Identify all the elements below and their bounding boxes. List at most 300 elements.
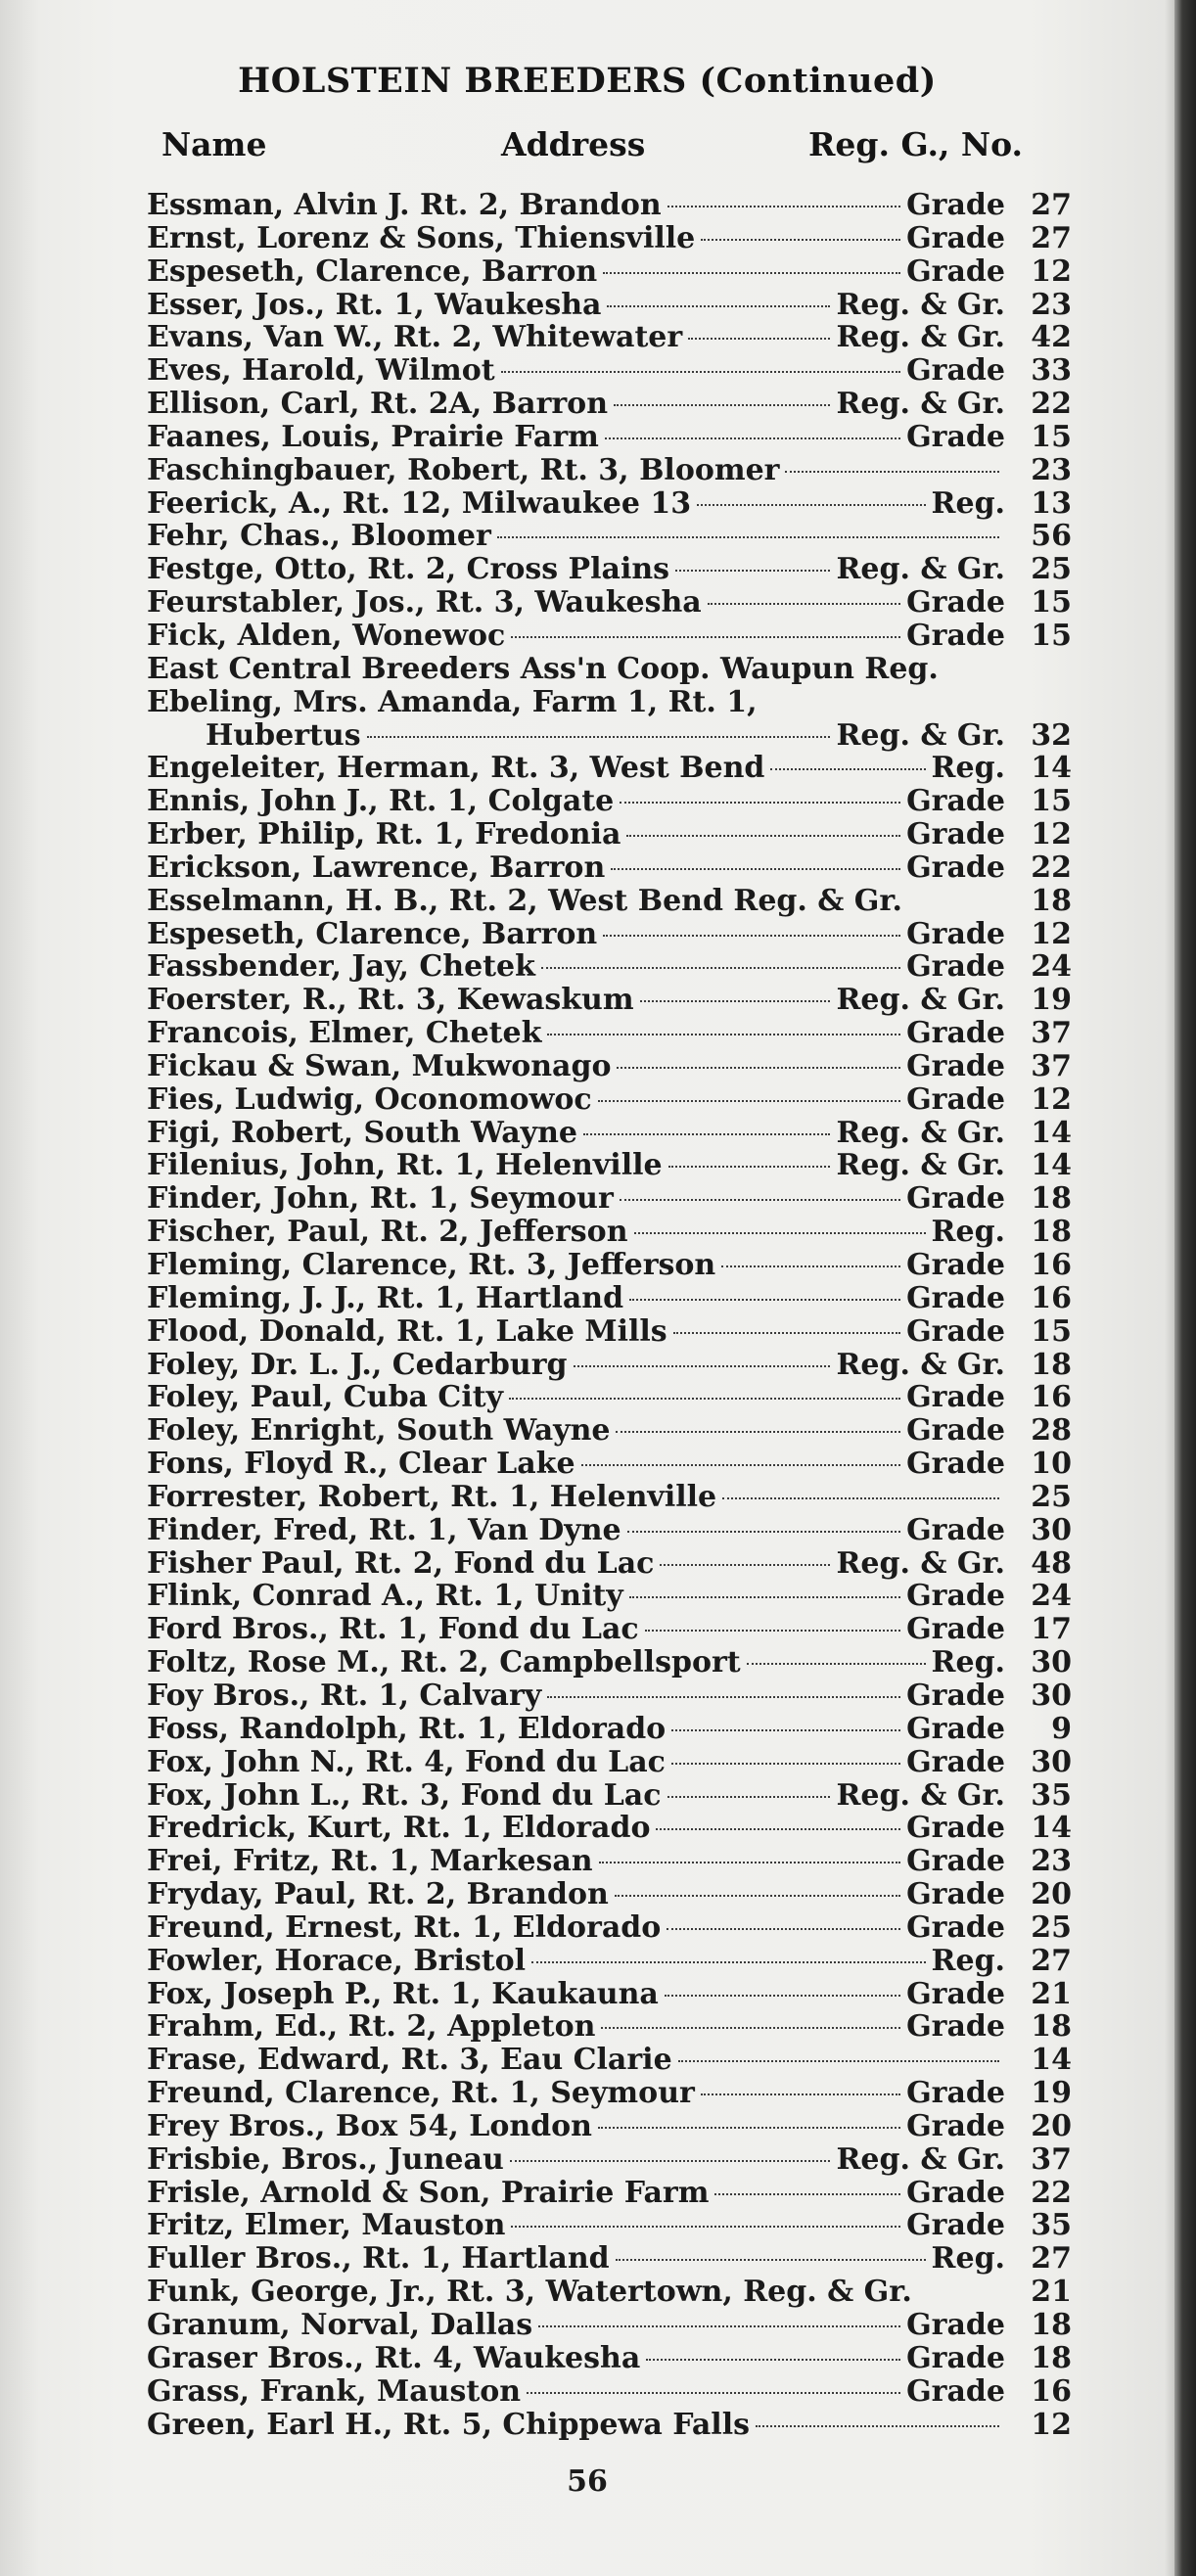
breeder-entry: Fassbender, Jay, Chetek [147,949,535,985]
dot-leader [501,371,900,373]
dot-leader [668,1166,831,1168]
registration-class: Reg. [931,485,1005,521]
list-item [147,2342,1072,2375]
breeder-entry: Grass, Frank, Mauston [147,2373,522,2409]
list-item [147,189,1072,222]
registration-class: Grade [906,1016,1005,1051]
breeder-entry: Freund, Clarence, Rt. 1, Seymour [147,2076,695,2111]
dot-leader [598,1100,900,1102]
herd-count: 13 [1031,485,1072,521]
registration-class: Reg. [931,1645,1005,1680]
herd-count: 25 [1031,552,1072,587]
herd-count: 24 [1031,1579,1072,1614]
herd-count: 56 [1031,519,1072,554]
list-item [147,1083,1072,1117]
breeder-entry: Freund, Ernest, Rt. 1, Eldorado [147,1909,662,1945]
dot-leader [367,736,831,738]
herd-count: 21 [1031,1976,1072,2011]
dot-leader [607,305,830,307]
list-item [147,520,1072,553]
dot-leader [785,471,999,473]
breeder-entry: Fies, Ludwig, Oconomowoc [147,1081,592,1117]
list-item [147,2077,1072,2110]
registration-class: Grade [906,850,1005,885]
herd-count: 14 [1031,751,1072,786]
dot-leader [640,1000,831,1002]
breeder-entry: Evans, Van W., Rt. 2, Whitewater [147,320,683,355]
herd-count: 12 [1031,253,1072,289]
breeder-entry: Erber, Philip, Rt. 1, Fredonia [147,817,621,852]
dot-leader [611,868,900,870]
registration-class: Grade [906,1744,1005,1779]
list-item [147,686,1072,719]
list-item [147,2110,1072,2143]
registration-class: Grade [906,2108,1005,2143]
dot-leader [527,2392,900,2394]
breeder-entry: Francois, Elmer, Chetek [147,1016,542,1051]
breeder-entry: Ford Bros., Rt. 1, Fond du Lac [147,1612,639,1647]
dot-leader [667,1928,900,1930]
list-item [147,1182,1072,1216]
dot-leader [626,835,900,837]
breeder-entry: Espeseth, Clarence, Barron [147,253,598,289]
dot-leader [671,1763,900,1765]
list-item [147,1713,1072,1746]
breeder-entry: Fuller Bros., Rt. 1, Hartland [147,2241,610,2277]
breeder-entry: Finder, Fred, Rt. 1, Van Dyne [147,1512,621,1547]
breeder-entry: Frey Bros., Box 54, London [147,2108,592,2143]
breeder-entry: Frahm, Ed., Rt. 2, Appleton [147,2009,596,2045]
registration-class: Grade [906,1280,1005,1315]
herd-count: 14 [1031,1115,1072,1150]
dot-leader [497,536,999,538]
list-item [147,255,1072,289]
breeder-entry: Fritz, Elmer, Mauston [147,2208,506,2243]
list-item [147,1216,1072,1249]
herd-count: 15 [1031,1313,1072,1349]
dot-leader [511,636,900,638]
dot-leader [615,1895,900,1897]
herd-count: 12 [1031,2407,1072,2442]
list-item [147,1580,1072,1613]
page-title: HOLSTEIN BREEDERS (Continued) [238,61,937,101]
list-item [147,1845,1072,1878]
herd-count: 27 [1031,220,1072,255]
dot-leader [701,2093,900,2095]
registration-class: Grade [906,2373,1005,2409]
list-item [147,1117,1072,1150]
registration-class: Reg. [931,1943,1005,1978]
list-item [147,2143,1072,2177]
dot-leader [645,1630,900,1632]
herd-count: 48 [1031,1545,1072,1581]
breeder-entry: Fowler, Horace, Bristol [147,1943,527,1978]
breeder-entry: Fleming, J. J., Rt. 1, Hartland [147,1280,624,1315]
herd-count: 18 [1031,2340,1072,2375]
herd-count: 12 [1031,817,1072,852]
dot-leader [598,2127,900,2129]
herd-count: 15 [1031,419,1072,454]
dot-leader [688,338,830,340]
list-item [147,1613,1072,1646]
list-item [147,1414,1072,1448]
dot-leader [646,2359,900,2361]
breeder-entry: Ennis, John J., Rt. 1, Colgate [147,784,615,819]
dot-leader [617,1067,900,1069]
breeder-entry: Hubertus [206,717,361,753]
list-item [147,1878,1072,1911]
registration-class: Grade [906,2009,1005,2045]
list-item [147,222,1072,255]
breeder-entry: East Central Breeders Ass'n Coop. Waupun Reg. [147,651,939,686]
registration-class: Grade [906,1048,1005,1083]
breeder-entry: Fischer, Paul, Rt. 2, Jefferson [147,1215,628,1250]
herd-count: 16 [1031,1248,1072,1282]
breeder-entry: Foley, Enright, South Wayne [147,1413,611,1449]
list-item [147,1779,1072,1813]
breeder-list [147,189,1072,2441]
herd-count: 28 [1031,1413,1072,1449]
breeder-entry: Forrester, Robert, Rt. 1, Helenville [147,1479,717,1514]
dot-leader [714,2193,900,2195]
registration-class: Reg. [931,751,1005,786]
breeder-entry: Foerster, R., Rt. 3, Kewaskum [147,983,634,1018]
dot-leader [678,2060,999,2062]
dot-leader [603,272,900,274]
breeder-entry: Figi, Robert, South Wayne [147,1115,577,1150]
breeder-entry: Fisher Paul, Rt. 2, Fond du Lac [147,1545,655,1581]
dot-leader [601,2027,900,2029]
registration-class: Grade [906,1976,1005,2011]
list-item [147,1381,1072,1414]
herd-count: 23 [1031,287,1072,322]
herd-count: 20 [1031,2108,1072,2143]
breeder-entry: Frisbie, Bros., Juneau [147,2141,504,2177]
list-item [147,321,1072,354]
breeder-entry: Fehr, Chas., Bloomer [147,519,491,554]
herd-count: 15 [1031,618,1072,653]
dot-leader [538,2325,900,2327]
dot-leader [708,603,900,605]
registration-class: Grade [906,1413,1005,1449]
breeder-entry: Finder, John, Rt. 1, Seymour [147,1181,614,1217]
breeder-entry: Fox, Joseph P., Rt. 1, Kaukauna [147,1976,659,2011]
registration-class: Grade [906,2308,1005,2342]
herd-count: 15 [1031,784,1072,819]
list-item [147,354,1072,388]
herd-count: 30 [1031,1512,1072,1547]
list-item [147,553,1072,586]
breeder-entry: Feurstabler, Jos., Rt. 3, Waukesha [147,585,702,621]
page-number: 56 [567,2464,608,2499]
registration-class: Grade [906,2175,1005,2210]
breeder-entry: Granum, Norval, Dallas [147,2308,533,2342]
herd-count: 18 [1031,2308,1072,2342]
list-item [147,950,1072,984]
breeder-entry: Frase, Edward, Rt. 3, Eau Clarie [147,2043,672,2078]
registration-class: Grade [906,1512,1005,1547]
list-item [147,1349,1072,1382]
breeder-entry: Flood, Donald, Rt. 1, Lake Mills [147,1313,667,1349]
list-item [147,2010,1072,2044]
herd-count: 18 [1031,1347,1072,1382]
dot-leader [656,1828,900,1830]
list-item [147,454,1072,487]
breeder-entry: Faschingbauer, Robert, Rt. 3, Bloomer [147,452,780,487]
list-item [147,1017,1072,1050]
breeder-entry: Fickau & Swan, Mukwonago [147,1048,612,1083]
breeder-entry: Fick, Alden, Wonewoc [147,618,506,653]
list-item [147,752,1072,785]
registration-class: Grade [906,2208,1005,2243]
registration-class: Grade [906,1248,1005,1282]
breeder-entry: Foltz, Rose M., Rt. 2, Campbellsport [147,1645,741,1680]
list-item [147,2242,1072,2276]
list-item [147,421,1072,454]
dot-leader [747,1663,926,1665]
dot-leader [675,570,830,572]
herd-count: 10 [1031,1447,1072,1482]
breeder-entry: Foy Bros., Rt. 1, Calvary [147,1678,542,1713]
dot-leader [667,1796,831,1798]
list-item [147,1448,1072,1481]
breeder-entry: Frisle, Arnold & Son, Prairie Farm [147,2175,710,2210]
registration-class: Grade [906,916,1005,951]
herd-count: 14 [1031,1148,1072,1183]
dot-leader [603,935,900,937]
list-item [147,1945,1072,1978]
list-item [147,1050,1072,1083]
dot-leader [701,239,900,241]
breeder-entry: Frei, Fritz, Rt. 1, Markesan [147,1844,593,1879]
list-item [147,1547,1072,1581]
herd-count: 16 [1031,2373,1072,2409]
breeder-entry: Eves, Harold, Wilmot [147,353,495,389]
dot-leader [574,1365,831,1367]
registration-class: Grade [906,784,1005,819]
list-item [147,1911,1072,1945]
book-spine [1174,0,1196,2576]
herd-count: 16 [1031,1380,1072,1415]
registration-class: Grade [906,1844,1005,1879]
registration-class: Grade [906,2340,1005,2375]
registration-class: Grade [906,1877,1005,1912]
dot-leader [581,1464,901,1466]
dot-leader [667,206,900,207]
list-item [147,1149,1072,1182]
breeder-entry: Erickson, Lawrence, Barron [147,850,606,885]
dot-leader [770,768,925,770]
breeder-entry: Esselmann, H. B., Rt. 2, West Bend Reg. & Gr. [147,883,902,918]
dot-leader [547,1034,900,1035]
herd-count: 12 [1031,1081,1072,1117]
registration-class: Grade [906,949,1005,985]
herd-count: 42 [1031,320,1072,355]
column-header-reg-g-no: Reg. G., No. [807,125,1023,163]
dot-leader [665,1995,900,1997]
registration-class: Grade [906,1081,1005,1117]
herd-count: 22 [1031,2175,1072,2210]
herd-count: 21 [1031,2275,1072,2310]
herd-count: 24 [1031,949,1072,985]
list-item [147,2276,1072,2309]
dot-leader [721,1265,900,1267]
herd-count: 12 [1031,916,1072,951]
dot-leader [511,2226,900,2228]
dot-leader [629,1596,900,1598]
registration-class: Reg. & Gr. [836,1777,1005,1813]
herd-count: 30 [1031,1645,1072,1680]
registration-class: Grade [906,618,1005,653]
registration-class: Grade [906,1909,1005,1945]
herd-count: 18 [1031,2009,1072,2045]
herd-count: 37 [1031,2141,1072,2177]
herd-count: 25 [1031,1479,1072,1514]
breeder-entry: Feerick, A., Rt. 12, Milwaukee 13 [147,485,692,521]
registration-class: Reg. & Gr. [836,1148,1005,1183]
list-item [147,851,1072,885]
breeder-entry: Fleming, Clarence, Rt. 3, Jefferson [147,1248,716,1282]
registration-class: Grade [906,1380,1005,1415]
registration-class: Grade [906,585,1005,621]
dot-leader [541,967,900,969]
breeder-entry: Fox, John N., Rt. 4, Fond du Lac [147,1744,666,1779]
breeder-entry: Fryday, Paul, Rt. 2, Brandon [147,1877,609,1912]
registration-class: Reg. & Gr. [836,1545,1005,1581]
dot-leader [605,437,900,439]
dot-leader [599,1862,900,1863]
breeder-entry: Fons, Floyd R., Clear Lake [147,1447,575,1482]
list-item [147,620,1072,653]
dot-leader [722,1497,999,1499]
dot-leader [756,2425,999,2427]
registration-class: Grade [906,419,1005,454]
herd-count: 19 [1031,983,1072,1018]
list-item [147,818,1072,851]
breeder-entry: Ebeling, Mrs. Amanda, Farm 1, Rt. 1, [147,684,758,719]
dot-leader [583,1133,831,1135]
herd-count: 23 [1031,1844,1072,1879]
dot-leader [620,802,900,804]
list-item [147,1249,1072,1282]
list-item [147,785,1072,818]
dot-leader [627,1531,900,1533]
herd-count: 9 [1051,1711,1072,1746]
breeder-entry: Foss, Randolph, Rt. 1, Eldorado [147,1711,667,1746]
list-item [147,653,1072,686]
list-item [147,1978,1072,2011]
registration-class: Grade [906,1612,1005,1647]
breeder-entry: Foley, Dr. L. J., Cedarburg [147,1347,568,1382]
breeder-entry: Essman, Alvin J. Rt. 2, Brandon [147,188,662,222]
list-item [147,2044,1072,2077]
registration-class: Reg. & Gr. [836,717,1005,753]
herd-count: 27 [1031,188,1072,222]
breeder-entry: Esser, Jos., Rt. 1, Waukesha [147,287,602,322]
breeder-entry: Filenius, John, Rt. 1, Helenville [147,1148,663,1183]
herd-count: 17 [1031,1612,1072,1647]
list-item [147,1746,1072,1779]
dot-leader [509,1398,900,1400]
dot-leader [629,1299,900,1301]
breeder-entry: Fredrick, Kurt, Rt. 1, Eldorado [147,1811,651,1846]
registration-class: Reg. & Gr. [836,1347,1005,1382]
registration-class: Grade [906,1313,1005,1349]
registration-class: Reg. & Gr. [836,320,1005,355]
registration-class: Grade [906,1579,1005,1614]
list-item [147,2209,1072,2242]
list-item [147,2375,1072,2409]
list-item [147,1679,1072,1713]
herd-count: 30 [1031,1678,1072,1713]
herd-count: 18 [1031,883,1072,918]
list-item [147,984,1072,1017]
breeder-entry: Green, Earl H., Rt. 5, Chippewa Falls [147,2407,750,2442]
dot-leader [671,1729,900,1731]
registration-class: Grade [906,1711,1005,1746]
breeder-entry: Foley, Paul, Cuba City [147,1380,503,1415]
list-item [147,487,1072,521]
herd-count: 15 [1031,585,1072,621]
dot-leader [616,2259,926,2261]
herd-count: 20 [1031,1877,1072,1912]
list-item [147,918,1072,951]
dot-leader [510,2160,831,2162]
list-item [147,388,1072,421]
breeder-entry: Funk, George, Jr., Rt. 3, Watertown, Reg. & Gr. [147,2275,912,2310]
column-header-address: Address [501,125,646,163]
breeder-entry: Ellison, Carl, Rt. 2A, Barron [147,387,609,422]
herd-count: 37 [1031,1016,1072,1051]
herd-count: 14 [1031,1811,1072,1846]
herd-count: 25 [1031,1909,1072,1945]
registration-class: Reg. [931,2241,1005,2277]
herd-count: 14 [1031,2043,1072,2078]
herd-count: 37 [1031,1048,1072,1083]
registration-class: Grade [906,2076,1005,2111]
herd-count: 18 [1031,1181,1072,1217]
herd-count: 19 [1031,2076,1072,2111]
breeder-entry: Engeleiter, Herman, Rt. 3, West Bend [147,751,765,786]
herd-count: 32 [1031,717,1072,753]
list-item [147,885,1072,918]
dot-leader [531,1961,926,1963]
list-item [147,2177,1072,2210]
herd-count: 16 [1031,1280,1072,1315]
dot-leader [660,1564,830,1566]
registration-class: Grade [906,1447,1005,1482]
registration-class: Reg. & Gr. [836,2141,1005,2177]
breeder-entry: Faanes, Louis, Prairie Farm [147,419,599,454]
list-item [147,1646,1072,1679]
dot-leader [634,1232,926,1234]
breeder-entry: Espeseth, Clarence, Barron [147,916,598,951]
breeder-entry: Flink, Conrad A., Rt. 1, Unity [147,1579,623,1614]
list-item [147,2309,1072,2342]
herd-count: 18 [1031,1215,1072,1250]
herd-count: 35 [1031,2208,1072,2243]
registration-class: Reg. & Gr. [836,552,1005,587]
dot-leader [616,1431,900,1433]
list-item [147,1315,1072,1349]
list-item [147,2409,1072,2442]
dot-leader [547,1696,900,1698]
breeder-entry: Festge, Otto, Rt. 2, Cross Plains [147,552,670,587]
registration-class: Grade [906,220,1005,255]
registration-class: Grade [906,353,1005,389]
herd-count: 23 [1031,452,1072,487]
registration-class: Grade [906,188,1005,222]
